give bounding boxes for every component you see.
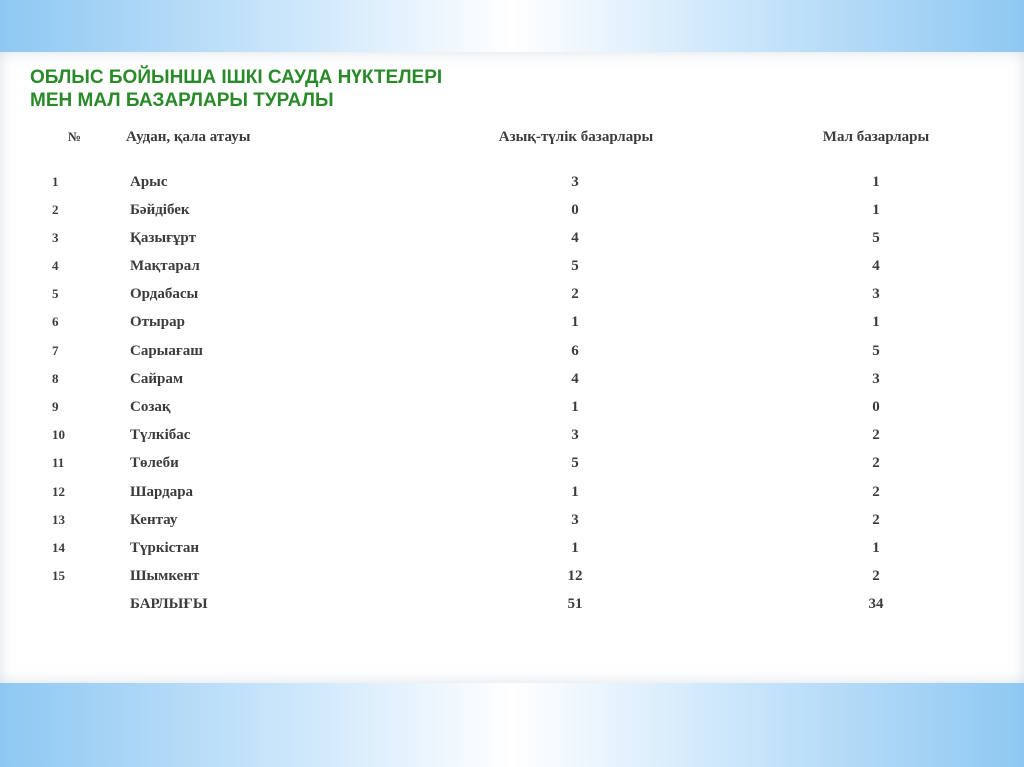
row-district-name: Түркістан: [130, 540, 200, 556]
header-food-markets: Азық-түлік базарлары: [498, 129, 654, 145]
row-food-markets: 1: [571, 314, 579, 330]
row-district-name: Шардара: [130, 484, 194, 500]
row-number: 4: [52, 258, 59, 273]
row-livestock-markets: 34: [868, 596, 884, 612]
row-livestock-markets: 2: [872, 455, 880, 471]
row-food-markets: 1: [571, 540, 579, 556]
slide-title: [30, 66, 442, 112]
row-number: 15: [52, 568, 65, 583]
row-food-markets: 3: [571, 174, 579, 190]
row-food-markets: 4: [571, 230, 579, 246]
row-food-markets: 0: [571, 202, 579, 218]
row-livestock-markets: 1: [872, 174, 880, 190]
table-row: [0, 399, 1024, 419]
row-food-markets: 3: [571, 427, 579, 443]
row-number: 2: [52, 202, 59, 217]
row-district-name: Мақтарал: [130, 258, 200, 274]
row-number: 5: [52, 286, 59, 301]
row-livestock-markets: 1: [872, 202, 880, 218]
row-district-name: Созақ: [130, 399, 171, 415]
table-row: [0, 230, 1024, 250]
table-row: [0, 512, 1024, 532]
row-food-markets: 5: [571, 455, 579, 471]
table-row: [0, 540, 1024, 560]
row-livestock-markets: 5: [872, 343, 880, 359]
row-district-name: Бәйдібек: [130, 202, 190, 218]
row-number: 3: [52, 230, 59, 245]
row-district-name: БАРЛЫҒЫ: [130, 596, 208, 612]
row-livestock-markets: 5: [872, 230, 880, 246]
row-district-name: Шымкент: [130, 568, 200, 584]
row-livestock-markets: 2: [872, 512, 880, 528]
row-number: 1: [52, 174, 59, 189]
slide-title-line-1: ОБЛЫС БОЙЫНША ІШКІ САУДА НҮКТЕЛЕРІ: [30, 67, 443, 88]
row-number: 12: [52, 484, 65, 499]
row-district-name: Түлкібас: [130, 427, 191, 443]
row-food-markets: 4: [571, 371, 579, 387]
row-livestock-markets: 3: [872, 286, 880, 302]
top-decorative-band: [0, 0, 1024, 52]
row-livestock-markets: 4: [872, 258, 880, 274]
table-row: [0, 427, 1024, 447]
header-district-name: Аудан, қала атауы: [126, 129, 251, 145]
table-row: [0, 484, 1024, 504]
table-row: [0, 314, 1024, 334]
row-livestock-markets: 1: [872, 540, 880, 556]
row-food-markets: 5: [571, 258, 579, 274]
table-row: [0, 455, 1024, 475]
slide-title-line-2: МЕН МАЛ БАЗАРЛАРЫ ТУРАЛЫ: [30, 90, 334, 111]
row-number: 11: [52, 455, 65, 470]
row-number: 13: [52, 512, 65, 527]
row-food-markets: 51: [567, 596, 583, 612]
table-row: [0, 174, 1024, 194]
row-district-name: Сайрам: [130, 371, 184, 387]
row-livestock-markets: 2: [872, 568, 880, 584]
row-district-name: Төлеби: [130, 455, 179, 471]
table-row: [0, 343, 1024, 363]
row-number: 14: [52, 540, 65, 555]
slide: [0, 52, 1024, 683]
table-row: [0, 568, 1024, 588]
row-food-markets: 3: [571, 512, 579, 528]
row-food-markets: 2: [571, 286, 579, 302]
row-number: 10: [52, 427, 65, 442]
table-row: [0, 371, 1024, 391]
bottom-decorative-band: [0, 683, 1024, 767]
table-header: [0, 129, 1024, 149]
row-district-name: Ордабасы: [130, 286, 199, 302]
row-district-name: Қазығұрт: [130, 230, 196, 246]
row-livestock-markets: 2: [872, 427, 880, 443]
row-number: 9: [52, 399, 59, 414]
row-number: 6: [52, 314, 59, 329]
row-livestock-markets: 1: [872, 314, 880, 330]
row-livestock-markets: 3: [872, 371, 880, 387]
row-district-name: Отырар: [130, 314, 185, 330]
row-district-name: Кентау: [130, 512, 178, 528]
row-food-markets: 12: [567, 568, 583, 584]
row-food-markets: 1: [571, 399, 579, 415]
table-row: [0, 286, 1024, 306]
table-row: [0, 202, 1024, 222]
row-district-name: Арыс: [130, 174, 168, 190]
table-total-row: [0, 596, 1024, 616]
row-food-markets: 6: [571, 343, 579, 359]
row-district-name: Сарыағаш: [130, 343, 203, 359]
table-row: [0, 258, 1024, 278]
row-livestock-markets: 0: [872, 399, 880, 415]
row-number: 7: [52, 343, 59, 358]
row-food-markets: 1: [571, 484, 579, 500]
row-number: 8: [52, 371, 59, 386]
header-number: №: [68, 129, 82, 144]
header-livestock-markets: Мал базарлары: [822, 129, 930, 145]
row-livestock-markets: 2: [872, 484, 880, 500]
